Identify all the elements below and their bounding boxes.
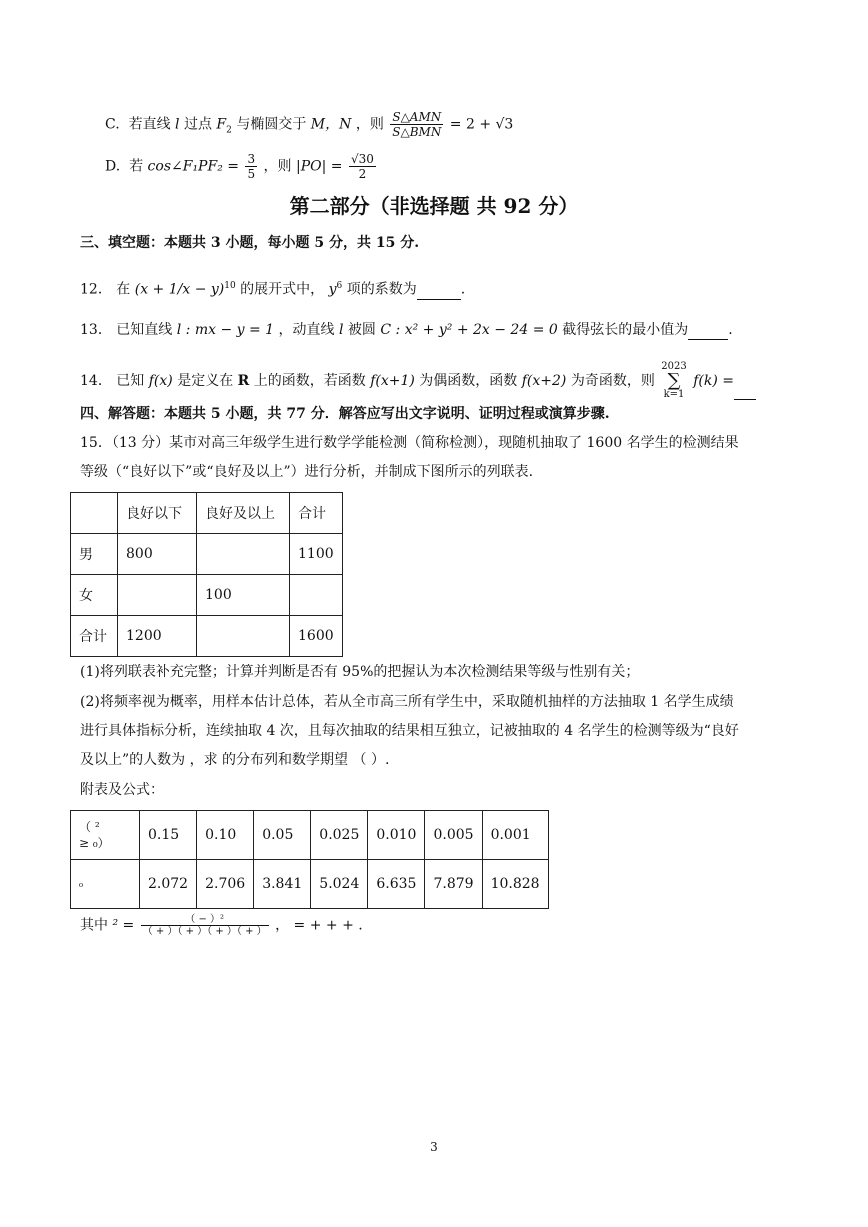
table-cell: 女 — [71, 575, 118, 616]
q15-part-2-line-2: 进行具体指标分析，连续抽取 4 次，且每次抽取的结果相互独立，记被抽取的 4 名学生的检测等级为“良好 — [80, 723, 739, 739]
formula-lhs: ² = — [112, 917, 135, 934]
q13-num: 13． — [80, 322, 112, 338]
table-row — [71, 860, 549, 909]
page-number: 3 — [430, 1140, 438, 1154]
formula-tail: ， = + + + . — [275, 917, 363, 934]
option-c-rhs: = 2 + √3 — [449, 116, 514, 133]
table-cell — [290, 575, 343, 616]
table-cell — [71, 493, 118, 534]
q15-part-2-line-1: (2)将频率视为概率，用样本估计总体，若从全市高三所有学生中，采取随机抽样的方法抽取 1 名学生成绩 — [80, 694, 734, 710]
table-cell: 0.001 — [482, 811, 548, 860]
q14-text-e: 为奇函数，则 — [570, 373, 655, 389]
table-row — [71, 534, 343, 575]
table-row — [71, 493, 343, 534]
q12-text-c: 项的系数为 — [346, 281, 417, 298]
solve-header: 四、解答题：本题共 5 小题，共 77 分．解答应写出文字说明、证明过程或演算步骤. — [80, 406, 610, 422]
formula-num: （ − ）² — [141, 914, 269, 926]
q12-exp: 10 — [224, 281, 236, 291]
option-d-po: |PO| = — [295, 158, 343, 175]
option-c-text-d: ，则 — [355, 116, 384, 133]
option-c-frac-den: S△BMN — [392, 125, 442, 139]
q14-text-a: 已知 — [116, 373, 145, 389]
q14-fk: f(k) = — [693, 373, 734, 389]
q12-text-a: 在 — [116, 281, 131, 298]
q13-l: l — [338, 322, 344, 338]
formula-fraction — [141, 914, 269, 937]
option-d-frac-den: 5 — [247, 167, 256, 181]
option-d-frac2-den: 2 — [358, 167, 367, 181]
q14-answer-blank[interactable] — [734, 379, 756, 400]
q12-text-b: 的展开式中， — [240, 281, 325, 298]
q13-expr1: l : mx − y = 1 — [176, 322, 275, 338]
table-cell: 0.025 — [311, 811, 368, 860]
critical-value-table — [70, 810, 549, 909]
formula-prefix: 其中 — [80, 917, 108, 934]
q12-answer-blank[interactable] — [417, 279, 461, 300]
q15-line-1: 15．（13 分）某市对高三年级学生进行数学学能检测（简称检测），现随机抽取了 1600 名学生的检测结果 — [80, 435, 739, 451]
appendix-label: 附表及公式： — [80, 782, 164, 798]
q14-summation — [661, 362, 686, 400]
sum-top: 2023 — [661, 361, 687, 372]
row1-head-b: ≥ ₀） — [79, 836, 110, 850]
table-cell: 1600 — [290, 616, 343, 657]
question-14 — [80, 362, 756, 400]
question-13 — [80, 319, 733, 340]
table-cell: 3.841 — [254, 860, 311, 909]
table-cell: 6.635 — [368, 860, 425, 909]
sum-bottom: k=1 — [663, 389, 685, 400]
q13-text-c: 被圆 — [347, 322, 376, 338]
q15-part-1: (1)将列联表补充完整；计算并判断是否有 95%的把握认为本次检测结果等级与性别有关； — [80, 664, 640, 680]
table-cell: 0.005 — [425, 811, 482, 860]
table-cell: 2.706 — [197, 860, 254, 909]
q14-text-b: 是定义在 — [177, 373, 234, 389]
option-d-fraction-2 — [349, 152, 376, 181]
option-c-l: l — [175, 116, 180, 133]
q13-text-a: 已知直线 — [116, 322, 173, 338]
table-cell — [197, 534, 290, 575]
option-c-fraction — [390, 110, 443, 139]
table-cell: 2.072 — [140, 860, 197, 909]
table-cell: 0.010 — [368, 811, 425, 860]
table-cell: 1200 — [118, 616, 197, 657]
table-cell: 5.024 — [311, 860, 368, 909]
q12-y: y — [328, 281, 337, 298]
q13-answer-blank[interactable] — [688, 319, 728, 340]
option-c-text-a: 若直线 — [128, 116, 171, 133]
option-d-text-a: 若 — [129, 158, 144, 175]
q12-expr: (x + 1/x − y) — [134, 281, 225, 298]
table-cell: 男 — [71, 534, 118, 575]
table-cell: 良好以下 — [118, 493, 197, 534]
table-row — [71, 616, 343, 657]
q14-fx1: f(x+1) — [370, 373, 415, 389]
row1-head-a: （ ² — [79, 820, 100, 834]
table-cell: 合计 — [290, 493, 343, 534]
q13-expr2: C : x² + y² + 2x − 24 = 0 — [380, 322, 558, 338]
table-cell: 10.828 — [482, 860, 548, 909]
q14-text-d: 为偶函数，函数 — [419, 373, 518, 389]
q14-fx2: f(x+2) — [521, 373, 567, 389]
contingency-table — [70, 492, 343, 657]
option-c-f2: F — [216, 116, 227, 133]
table-cell: 良好及以上 — [197, 493, 290, 534]
option-c-text-c: 与椭圆交于 — [236, 116, 307, 133]
table-cell: 7.879 — [425, 860, 482, 909]
table-cell: 1100 — [290, 534, 343, 575]
option-d-frac-num: 3 — [247, 152, 256, 166]
table-row — [71, 575, 343, 616]
formula-den: （ + ）（ + ）（ + ）（ + ） — [142, 926, 267, 937]
table-cell: 0.15 — [140, 811, 197, 860]
q15-part-2-line-3: 及以上”的人数为 ，求 的分布列和数学期望 （ ）. — [80, 752, 390, 768]
table-cell: ₀ — [71, 860, 140, 909]
q13-text-d: 截得弦长的最小值为 — [562, 322, 689, 338]
q14-num: 14． — [80, 373, 112, 389]
fill-header: 三、填空题：本题共 3 小题，每小题 5 分，共 15 分. — [80, 235, 420, 251]
q12-num: 12． — [80, 281, 112, 298]
q14-R: R — [237, 373, 250, 389]
table-cell — [71, 811, 140, 860]
q15-line-2: 等级（“良好以下”或“良好及以上”）进行分析，并制成下图所示的列联表. — [80, 464, 534, 480]
q12-end: . — [460, 281, 466, 298]
q12-y-exp: 6 — [336, 281, 343, 291]
option-c-f2-sub: 2 — [226, 125, 232, 136]
table-cell — [118, 575, 197, 616]
option-c-mn: M，N — [310, 116, 352, 133]
option-c-frac-num: S△AMN — [390, 110, 443, 125]
formula-line — [80, 914, 363, 937]
question-12 — [80, 276, 465, 300]
table-cell: 0.05 — [254, 811, 311, 860]
q13-text-b: ，动直线 — [278, 322, 335, 338]
option-c — [105, 110, 513, 140]
q13-end: . — [728, 322, 733, 338]
q14-fx: f(x) — [148, 373, 173, 389]
table-cell — [197, 616, 290, 657]
option-d-expr: cos∠F₁PF₂ = — [147, 158, 239, 175]
table-cell: 合计 — [71, 616, 118, 657]
option-d-fraction — [245, 152, 257, 181]
table-row — [71, 811, 549, 860]
q14-text-c: 上的函数，若函数 — [253, 373, 366, 389]
option-c-text-b: 过点 — [183, 116, 212, 133]
section-title: 第二部分（非选择题 共 92 分） — [289, 194, 579, 218]
option-c-label: C. — [105, 116, 120, 133]
option-d-text-b: ，则 — [263, 158, 292, 175]
option-d-frac2-num: √30 — [350, 152, 374, 166]
sum-sigma: ∑ — [667, 370, 681, 391]
table-cell: 100 — [197, 575, 290, 616]
option-d — [105, 152, 378, 181]
table-cell: 0.10 — [197, 811, 254, 860]
table-cell: 800 — [118, 534, 197, 575]
option-d-label: D. — [105, 158, 121, 175]
